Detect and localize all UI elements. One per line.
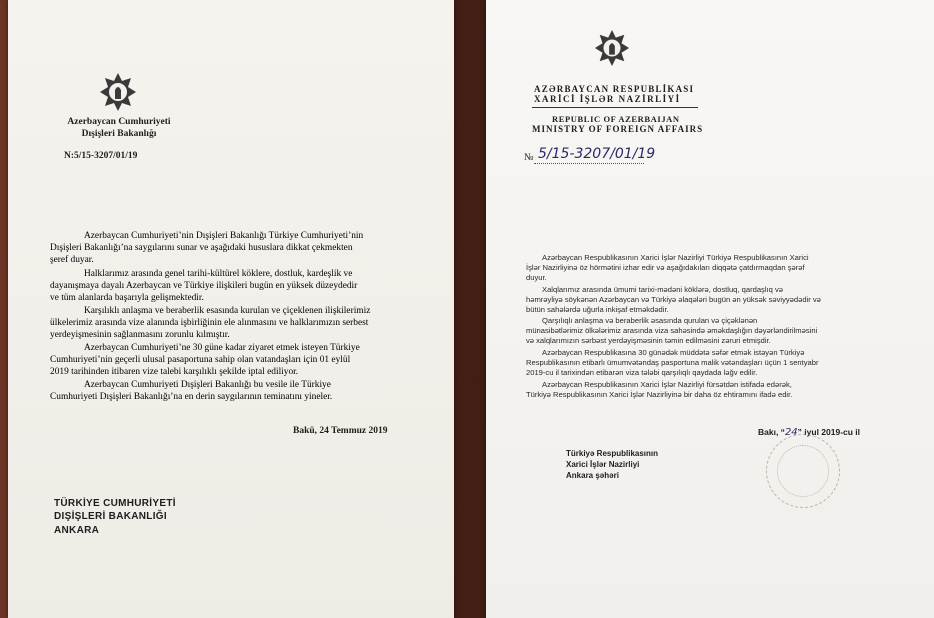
header-divider: [532, 107, 698, 108]
emblem-icon: [594, 28, 630, 68]
body-line: Cumhuriyeti Dışişleri Bakanlığı’na en derin saygılarının teminatını yineler.: [50, 392, 333, 402]
date-prefix: Bakı, “: [758, 427, 785, 437]
recipient-line1: TÜRKİYE CUMHURİYETİ: [54, 498, 176, 509]
recipient-line2: Xarici İşlər Nazirliyi: [566, 460, 640, 469]
body-line: Azərbaycan Respublikasına 30 günədək müddətə səfər etmək istəyən Türkiyə: [542, 348, 805, 357]
body-line: və xalqlarımızın sərbəst yerdəyişməsinin təmin edilməsini zəruri etmişdir.: [526, 336, 771, 345]
body-line: şeref duyar.: [50, 255, 94, 265]
body-line: münasibətlərimiz ölkələrimiz arasında viza sahəsində əməkdaşlığın dəyərləndirilməsini: [526, 326, 818, 335]
ministry-name-en-line2: MINISTRY OF FOREIGN AFFAIRS: [532, 124, 704, 134]
body-line: ülkelerimiz arasında vize alanında işbirliğinin ele alınmasını ve halklarımızın serbest: [50, 318, 369, 328]
body-line: Azerbaycan Cumhuriyeti’ne 30 güne kadar ziyaret etmek isteyen Türkiye: [84, 343, 360, 353]
stamp-inner-ring: [777, 445, 829, 497]
date-day-handwritten: 24: [784, 427, 798, 438]
body-line: həmrəyliyə söykənən Azərbaycan və Türkiyə əlaqələri bugün ən yüksək səviyyədədir və: [526, 295, 821, 304]
date-suffix: ” iyul 2019-cu il: [797, 427, 861, 437]
stamp-icon: [766, 434, 840, 508]
recipient-line3: Ankara şəhəri: [566, 471, 619, 480]
body-line: dayanışmaya dayalı Azerbaycan ve Türkiye ilişkileri bugün en yüksek düzeydedir: [50, 281, 358, 291]
reference-number-handwritten: 5/15-3207/01/19: [538, 146, 656, 162]
body-line: Türkiyə Respublikasının Xarici İşlər Nazirliyinə bir daha öz ehtiramını ifadə edir.: [526, 390, 793, 399]
body-line: Azərbaycan Respublikasının Xarici İşlər Nazirliyi Türkiyə Respublikasının Xarici: [542, 253, 809, 262]
body-line: 2019-cu il tarixindən etibarən viza tələbi qarşılıqlı qaydada ləğv edilir.: [526, 368, 758, 377]
sender-name-line2: Dışişleri Bakanlığı: [81, 129, 157, 139]
body-line: Xalqlarımız arasında ümumi tarixi-mədəni köklərə, dostluq, qardaşlıq və: [542, 285, 783, 294]
reference-prefix: №: [524, 152, 534, 163]
body-line: Qarşılıqlı anlaşma və beraberlik əsasında qurulan və çiçəklənən: [542, 316, 758, 325]
body-line: Karşılıklı anlaşma ve beraberlik esasında kurulan ve çiçeklenen ilişkilerimiz: [84, 306, 371, 316]
ministry-name-en-line1: REPUBLIC OF AZERBAIJAN: [552, 114, 680, 124]
body-line: 2019 tarihinden itibaren vize talebi karşılıklı şekilde iptal ediliyor.: [50, 367, 299, 377]
letter-date: Bakü, 24 Temmuz 2019: [293, 426, 388, 436]
sender-name-line1: Azerbaycan Cumhuriyeti: [67, 117, 171, 127]
body-line: yerdeyişmesinin sağlanmasını zorunlu kılmıştır.: [50, 330, 230, 340]
reference-dotted-line: [534, 163, 644, 164]
ministry-name-az-line2: XARİCİ İŞLƏR NAZİRLİYİ: [534, 94, 681, 104]
body-line: Azərbaycan Respublikasının Xarici İşlər Nazirliyi fürsətdən istifadə edərək,: [542, 380, 792, 389]
body-line: Cumhuriyeti’nin geçerli ulusal pasaportuna sahip olan vatandaşları için 01 eylül: [50, 355, 351, 365]
body-line: Azerbaycan Cumhuriyeti’nin Dışişleri Bakanlığı Türkiye Cumhuriyeti’nin: [84, 231, 364, 241]
body-line: İşlər Nazirliyinə öz hörmətini izhar edir və aşağıdakıları diqqətə çatdırmaqdan şərəf: [526, 263, 805, 272]
right-document-page: [486, 0, 934, 618]
body-line: Azerbaycan Cumhuriyeti Dışişleri Bakanlığı bu vesile ile Türkiye: [84, 380, 331, 390]
ministry-name-az-line1: AZƏRBAYCAN RESPUBLİKASI: [534, 84, 695, 94]
body-line: Dışişleri Bakanlığı’na saygılarını sunar ve aşağıdaki hususlara dikkat çekmekten: [50, 243, 353, 253]
body-line: Respublikasının etibarlı ümumvətəndaş pasportuna malik vətəndaşları üçün 1 sentyabr: [526, 358, 819, 367]
body-line: duyur.: [526, 273, 547, 282]
recipient-line3: ANKARA: [54, 525, 100, 536]
recipient-line2: DIŞİŞLERİ BAKANLIĞI: [54, 511, 167, 522]
reference-number: N:5/15-3207/01/19: [64, 151, 138, 161]
body-line: bütün sahələrdə uğurla inkişaf etməkdədir.: [526, 305, 669, 314]
body-line: ve tüm alanlarda başarıyla gelişmektedir.: [50, 293, 204, 303]
recipient-line1: Türkiyə Respublikasının: [566, 449, 659, 458]
body-line: Halklarımız arasında genel tarihi-kültürel köklere, dostluk, kardeşlik ve: [84, 269, 353, 279]
left-document-page: [8, 0, 454, 618]
emblem-icon: [99, 72, 137, 112]
